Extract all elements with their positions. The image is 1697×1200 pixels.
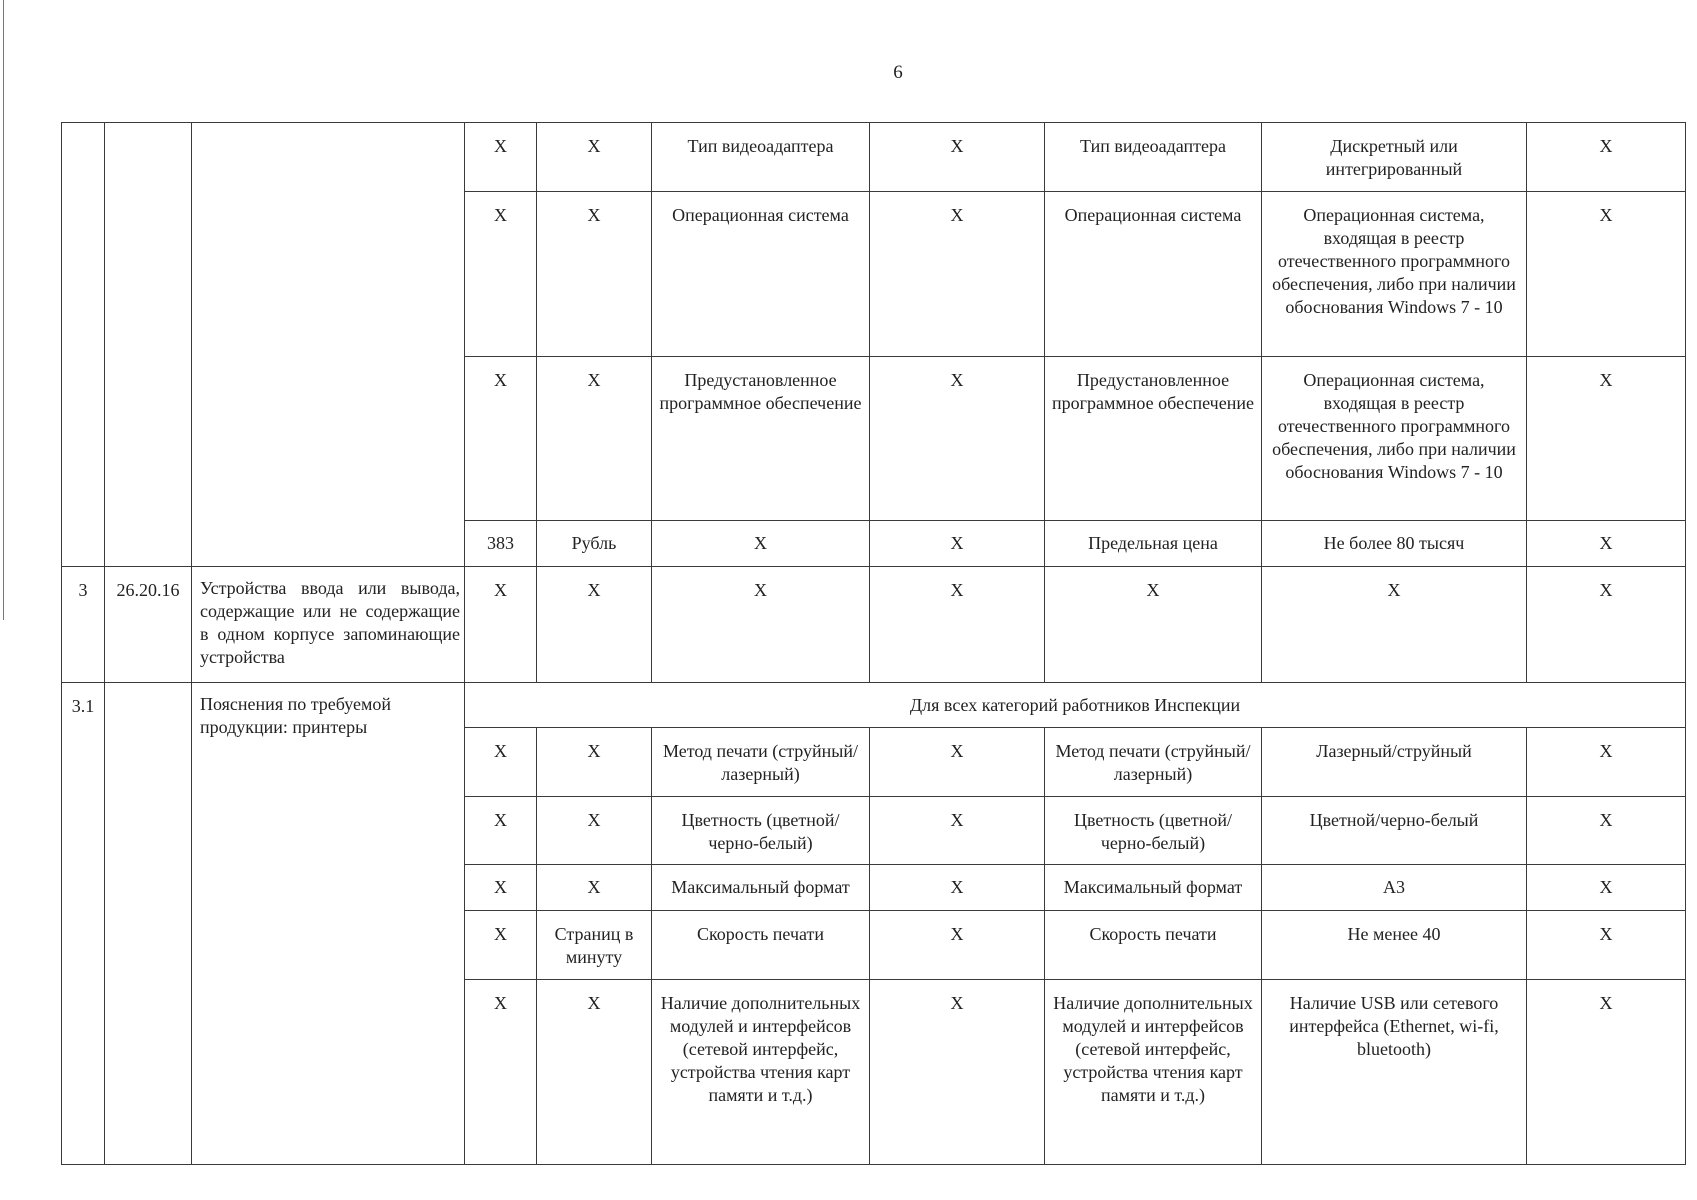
cell-value-2: Операционная система, входящая в реестр отечественного программного обеспечения, либо при наличии обоснования Windows 7 - 10: [1262, 192, 1527, 357]
cell-unit-code: X: [465, 728, 537, 797]
cell-unit-code: X: [465, 797, 537, 865]
cell-characteristic: Метод печати (струйный/лазерный): [652, 728, 870, 797]
cell-characteristic: Операционная система: [652, 192, 870, 357]
cell-characteristic: Предустановленное программное обеспечение: [652, 357, 870, 521]
cell-number: 3.1: [62, 683, 105, 1165]
cell-characteristic-2: Максимальный формат: [1045, 865, 1262, 911]
cell-justification: X: [1527, 865, 1686, 911]
cell-characteristic-2: X: [1045, 567, 1262, 683]
merged-category-cell: Для всех категорий работников Инспекции: [465, 683, 1686, 728]
cell-characteristic-2: Предельная цена: [1045, 521, 1262, 567]
cell-justification: X: [1527, 797, 1686, 865]
cell-unit-name: X: [537, 865, 652, 911]
table-row: [62, 123, 1686, 192]
cell-justification: X: [1527, 357, 1686, 521]
cell-unit-code: X: [465, 567, 537, 683]
cell-value-2: Не более 80 тысяч: [1262, 521, 1527, 567]
page-edge-line: [3, 0, 4, 620]
page-number: 6: [893, 62, 903, 83]
cell-characteristic: X: [652, 521, 870, 567]
cell-unit-code: X: [465, 865, 537, 911]
cell-value: X: [870, 865, 1045, 911]
cell-justification: X: [1527, 911, 1686, 980]
cell-code: 26.20.16: [105, 567, 192, 683]
cell-unit-code: X: [465, 980, 537, 1165]
cell-characteristic-2: Операционная система: [1045, 192, 1262, 357]
cell-unit-name: X: [537, 797, 652, 865]
cell-characteristic-2: Наличие дополнительных модулей и интерфейсов (сетевой интерфейс, устройства чтения карт памяти и т.д.): [1045, 980, 1262, 1165]
cell-value: X: [870, 980, 1045, 1165]
cell-value: X: [870, 357, 1045, 521]
cell-justification: X: [1527, 728, 1686, 797]
cell-unit-code: X: [465, 123, 537, 192]
cell-characteristic-2: Метод печати (струйный/лазерный): [1045, 728, 1262, 797]
cell-value: X: [870, 123, 1045, 192]
cell-name: Пояснения по требуемой продукции: принтеры: [192, 683, 465, 1165]
cell-value-2: А3: [1262, 865, 1527, 911]
cell-value: X: [870, 797, 1045, 865]
cell-value-2: Наличие USB или сетевого интерфейса (Ethernet, wi-fi, bluetooth): [1262, 980, 1527, 1165]
cell-unit-name: Страниц в минуту: [537, 911, 652, 980]
cell-characteristic: X: [652, 567, 870, 683]
table-row: [62, 683, 1686, 728]
cell-unit-code: X: [465, 357, 537, 521]
cell-code: [105, 123, 192, 567]
cell-characteristic: Цветность (цветной/черно-белый): [652, 797, 870, 865]
cell-value-2: X: [1262, 567, 1527, 683]
cell-value-2: Цветной/черно-белый: [1262, 797, 1527, 865]
cell-characteristic: Тип видеоадаптера: [652, 123, 870, 192]
cell-unit-name: X: [537, 123, 652, 192]
cell-unit-code: X: [465, 911, 537, 980]
cell-value-2: Дискретный или интегрированный: [1262, 123, 1527, 192]
cell-justification: X: [1527, 192, 1686, 357]
cell-value: X: [870, 521, 1045, 567]
cell-value: X: [870, 911, 1045, 980]
cell-justification: X: [1527, 567, 1686, 683]
cell-code: [105, 683, 192, 1165]
cell-justification: X: [1527, 521, 1686, 567]
table-row: [62, 567, 1686, 683]
cell-justification: X: [1527, 123, 1686, 192]
cell-unit-name: X: [537, 980, 652, 1165]
cell-number: [62, 123, 105, 567]
cell-characteristic-2: Тип видеоадаптера: [1045, 123, 1262, 192]
cell-characteristic: Наличие дополнительных модулей и интерфейсов (сетевой интерфейс, устройства чтения карт памяти и т.д.): [652, 980, 870, 1165]
cell-value: X: [870, 567, 1045, 683]
cell-unit-code: X: [465, 192, 537, 357]
cell-characteristic-2: Цветность (цветной/черно-белый): [1045, 797, 1262, 865]
cell-characteristic-2: Предустановленное программное обеспечение: [1045, 357, 1262, 521]
cell-unit-name: X: [537, 728, 652, 797]
cell-name: [192, 123, 465, 567]
cell-value-2: Лазерный/струйный: [1262, 728, 1527, 797]
cell-justification: X: [1527, 980, 1686, 1165]
cell-characteristic-2: Скорость печати: [1045, 911, 1262, 980]
specification-table: [61, 122, 1686, 1165]
cell-characteristic: Скорость печати: [652, 911, 870, 980]
cell-characteristic: Максимальный формат: [652, 865, 870, 911]
cell-unit-name: X: [537, 567, 652, 683]
cell-unit-code: 383: [465, 521, 537, 567]
cell-name: Устройства ввода или вывода, содержащие или не содержащие в одном корпусе запоминающие устройства: [192, 567, 465, 683]
cell-value-2: Операционная система, входящая в реестр отечественного программного обеспечения, либо при наличии обоснования Windows 7 - 10: [1262, 357, 1527, 521]
cell-number: 3: [62, 567, 105, 683]
cell-unit-name: X: [537, 357, 652, 521]
cell-value: X: [870, 728, 1045, 797]
cell-unit-name: Рубль: [537, 521, 652, 567]
cell-value: X: [870, 192, 1045, 357]
cell-unit-name: X: [537, 192, 652, 357]
cell-value-2: Не менее 40: [1262, 911, 1527, 980]
